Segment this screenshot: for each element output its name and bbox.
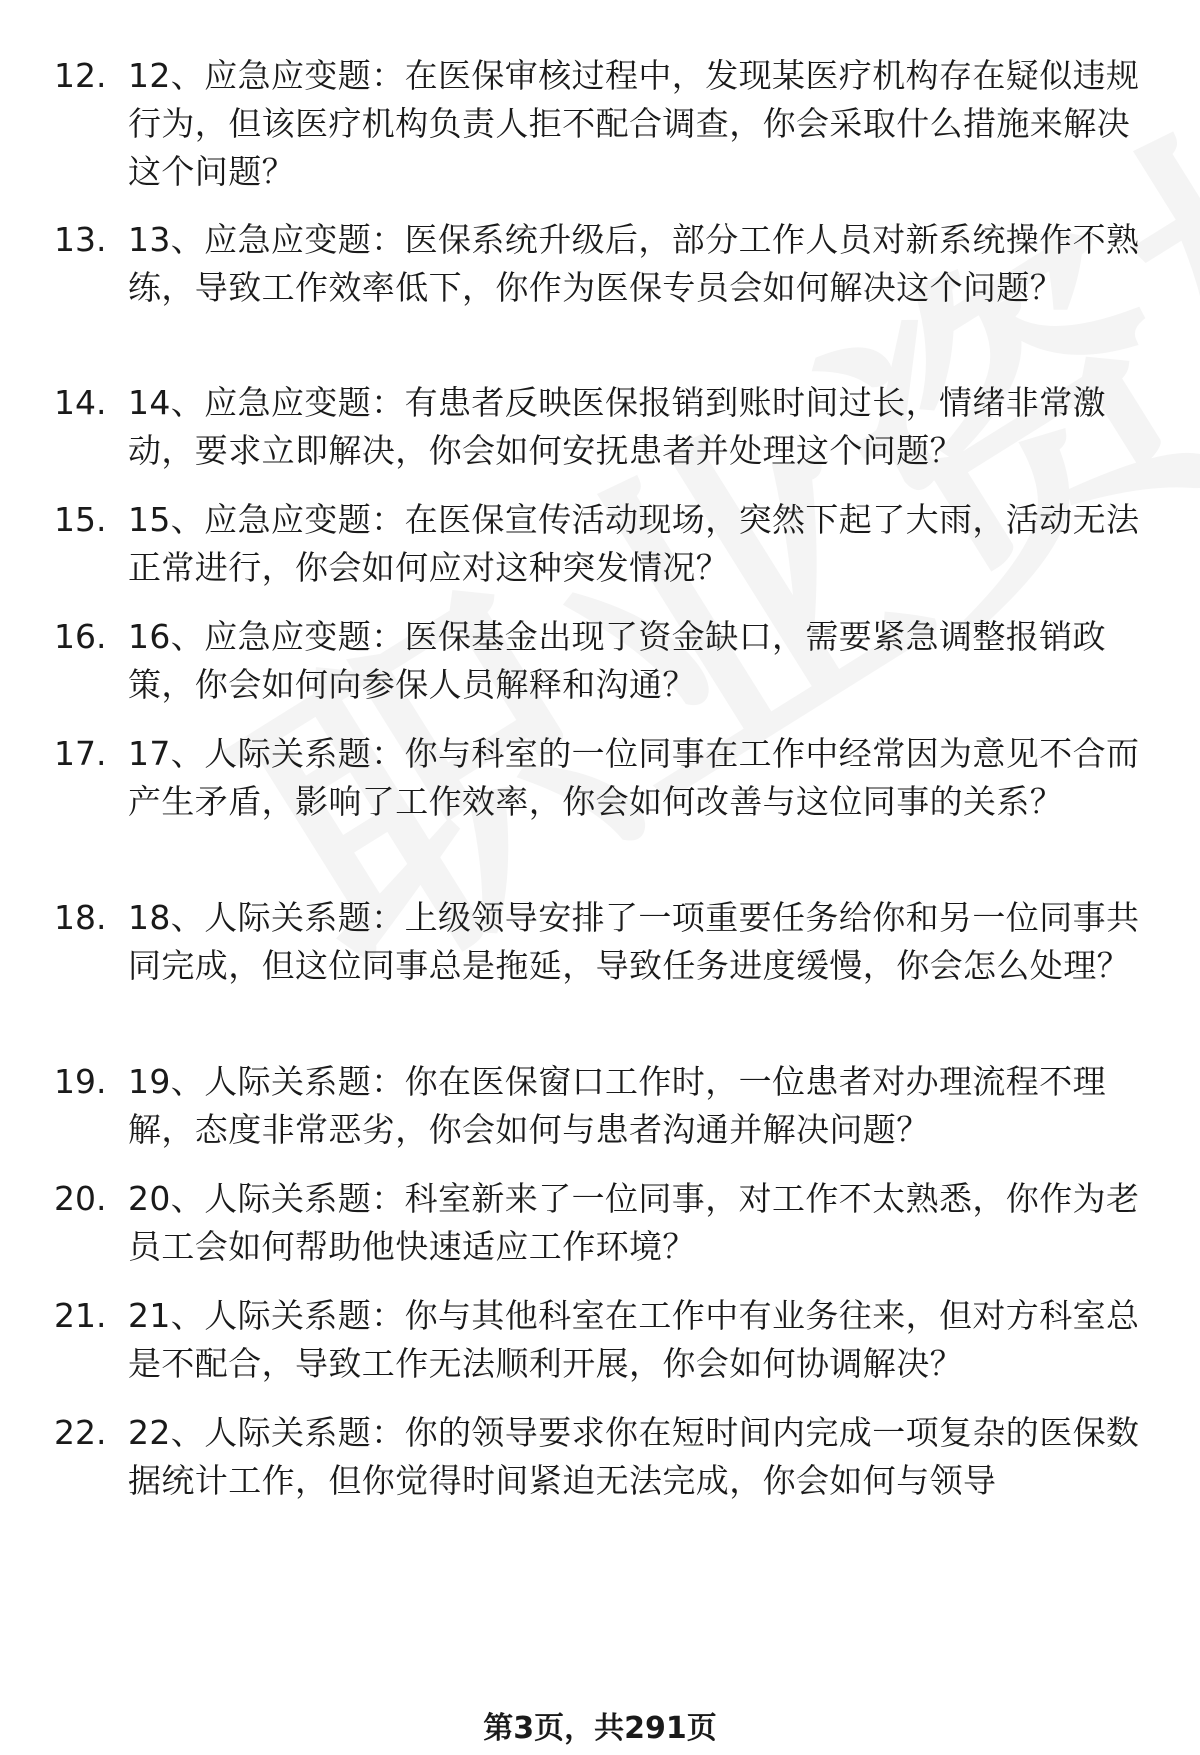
question-number: 17. (54, 734, 107, 773)
question-number: 22. (54, 1413, 107, 1452)
question-text: 15、应急应变题：在医保宣传活动现场，突然下起了大雨，活动无法正常进行，你会如何应对这种突发情况？ (128, 500, 1140, 587)
question-text: 17、人际关系题：你与科室的一位同事在工作中经常因为意见不合而产生矛盾，影响了工作效率，你会如何改善与这位同事的关系？ (128, 734, 1140, 821)
question-text: 20、人际关系题：科室新来了一位同事，对工作不太熟悉，你作为老员工会如何帮助他快速适应工作环境？ (128, 1179, 1140, 1266)
question-text: 16、应急应变题：医保基金出现了资金缺口，需要紧急调整报销政策，你会如何向参保人员解释和沟通？ (128, 617, 1106, 704)
question-number: 14. (54, 383, 107, 422)
question-text: 22、人际关系题：你的领导要求你在短时间内完成一项复杂的医保数据统计工作，但你觉得时间紧迫无法完成，你会如何与领导 (128, 1413, 1140, 1500)
question-text: 19、人际关系题：你在医保窗口工作时，一位患者对办理流程不理解，态度非常恶劣，你会如何与患者沟通并解决问题？ (128, 1062, 1106, 1149)
question-number: 16. (54, 617, 107, 656)
question-text: 14、应急应变题：有患者反映医保报销到账时间过长，情绪非常激动，要求立即解决，你会如何安抚患者并处理这个问题？ (128, 383, 1106, 470)
question-text: 12、应急应变题：在医保审核过程中，发现某医疗机构存在疑似违规行为，但该医疗机构负责人拒不配合调查，你会采取什么措施来解决这个问题？ (128, 56, 1140, 191)
question-number: 15. (54, 500, 107, 539)
question-number: 20. (54, 1179, 107, 1218)
page-number: 第3页，共291页 (483, 1711, 717, 1746)
question-number: 12. (54, 56, 107, 95)
question-number: 13. (54, 220, 107, 259)
question-number: 21. (54, 1296, 107, 1335)
question-text: 21、人际关系题：你与其他科室在工作中有业务往来，但对方科室总是不配合，导致工作无法顺利开展，你会如何协调解决？ (128, 1296, 1140, 1383)
question-number: 18. (54, 898, 107, 937)
question-text: 13、应急应变题：医保系统升级后，部分工作人员对新系统操作不熟练，导致工作效率低下，你作为医保专员会如何解决这个问题？ (128, 220, 1140, 307)
question-text: 18、人际关系题：上级领导安排了一项重要任务给你和另一位同事共同完成，但这位同事总是拖延，导致任务进度缓慢，你会怎么处理？ (128, 898, 1140, 985)
question-number: 19. (54, 1062, 107, 1101)
